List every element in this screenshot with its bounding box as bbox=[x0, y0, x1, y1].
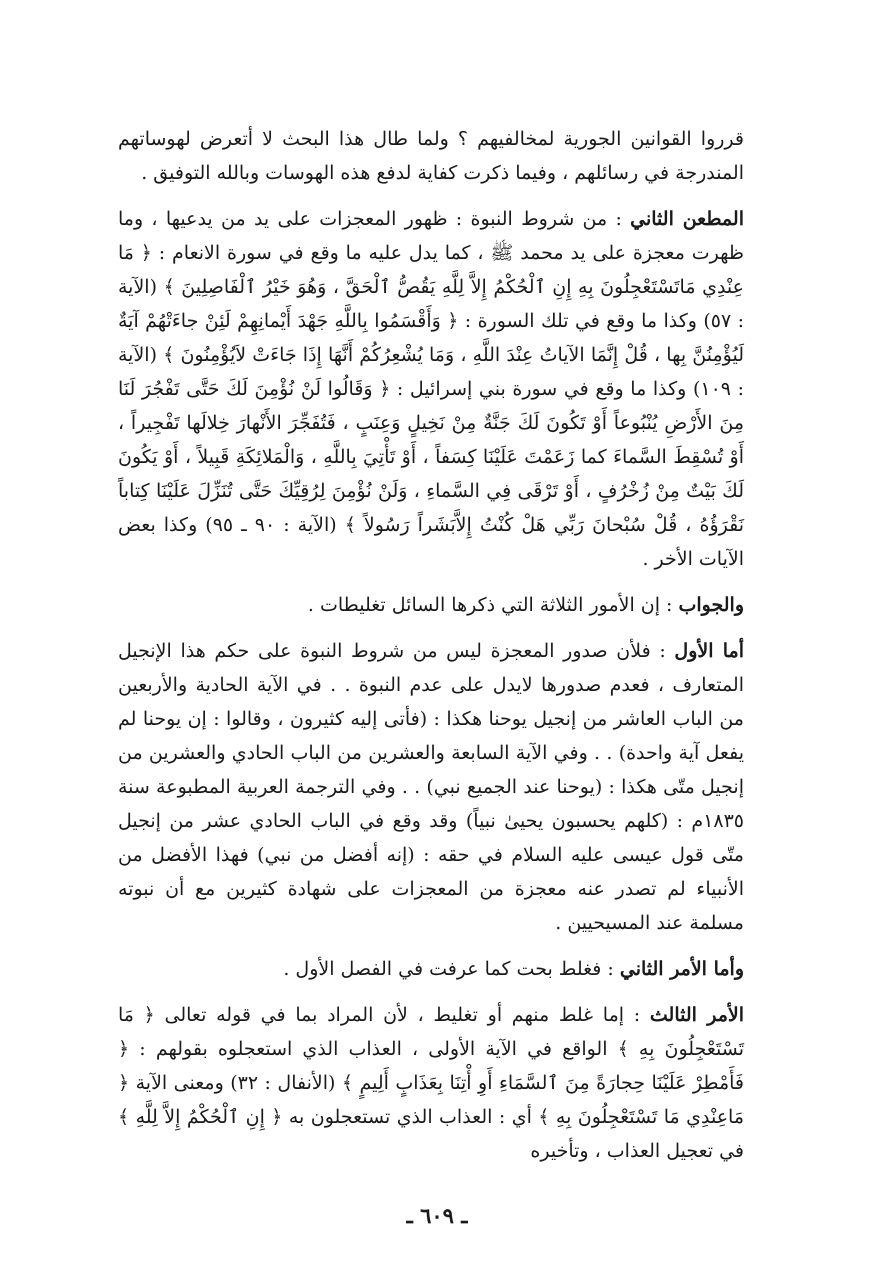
paragraph bbox=[118, 588, 744, 622]
paragraph bbox=[118, 634, 744, 940]
paragraph-lead: والجواب bbox=[678, 594, 744, 616]
page-body bbox=[118, 122, 744, 1180]
page-number: ـ ٦٠٩ ـ bbox=[406, 1203, 468, 1228]
paragraph-lead: وأما الأمر الثاني bbox=[619, 958, 744, 980]
paragraph-text: قرروا القوانين الجورية لمخالفيهم ؟ ولما طال هذا البحث لا أتعرض لهوساتهم المندرجة في رسائلهم ، وفيما ذكرت كفاية لدفع هذه الهوسات وبالله التوفيق . bbox=[118, 128, 744, 184]
paragraph bbox=[118, 202, 744, 576]
paragraph-text: : إن الأمور الثلاثة التي ذكرها السائل تغليطات . bbox=[307, 594, 679, 616]
paragraph-text: : فلأن صدور المعجزة ليس من شروط النبوة على حكم هذا الإنجيل المتعارف ، فعدم صدورها لايدل على عدم النبوة . . في الآية الحادية والأربعين من الباب العاشر من إنجيل يوحنا هكذا : (فأتى إليه كثيرون ، وقالوا : إن يوحنا لم يفعل آية واحدة) . . وفي الآية السابعة والعشرين من الباب الحادي والعشرين من إنجيل متّى هكذا : (يوحنا عند الجميع نبي) . . وفي الترجمة العربية المطبوعة سنة ١٨٣٥م : (كلهم يحسبون يحيىٰ نبياً) وقد وقع في الباب الحادي عشر من إنجيل متّى قول عيسى عليه السلام في حقه : (إنه أفضل من نبي) فهذا الأفضل من الأنبياء لم تصدر عنه معجزة من المعجزات على شهادة كثيرين مع أن نبوته مسلمة عند المسيحيين . bbox=[118, 640, 744, 934]
paragraph-lead: أما الأول bbox=[674, 640, 744, 662]
paragraph-text: : من شروط النبوة : ظهور المعجزات على يد من يدعيها ، وما ظهرت معجزة على يد محمد ﷺ ، كما يدل عليه ما وقع في سورة الانعام : ﴿ مَا عِنْدِي مَاتَسْتَعْجِلُونَ بِهِ إِنِ ٱلْحُكْمُ إِلاَّ لِلَّهِ يَقُصُّ ٱلْحَقَّ ، وَهُوَ خَيْرُ ٱلْفَاصِلِينَ ﴾ (الآية : ٥٧) وكذا ما وقع في تلك السورة : ﴿ وَأَقْسَمُوا بِاللَّهِ جَهْدَ أَيْمانِهِمْ لَئِنْ جاءَتْهُمْ آيَةٌ لَيُؤْمِنُنَّ بِها ، قُلْ إِنَّمَا الآياتُ عِنْدَ اللَّهِ ، وَمَا يُشْعِرُكُمْ أَنَّهَا إِذَا جَاءَتْ لاَيُؤْمِنُونَ ﴾ (الآية : ١٠٩) وكذا ما وقع في سورة بني إسرائيل : ﴿ وَقَالُوا لَنْ نُؤْمِنَ لَكَ حَتَّى تَفْجُرَ لَنَا مِنَ الأَرْضِ يُنْبُوعاً أَوْ تَكُونَ لَكَ جَنَّةٌ مِنْ نَخِيلٍ وَعِنَبٍ ، فَتُفَجِّرَ الأَنْهارَ خِلالَها تَفْجِيراً ، أَوْ تُسْقِطَ السَّماءَ كما زَعَمْتَ عَلَيْنَا كِسَفاً ، أَوْ تَأْتِيَ بِاللَّهِ ، وَالْمَلائِكَةِ قَبِيلاً ، أَوْ يَكُونَ لَكَ بَيْتٌ مِنْ زُخْرُفٍ ، أَوْ تَرْقَى فِي السَّماءِ ، وَلَنْ نُؤْمِنَ لِرُقِيِّكَ حَتَّى تُنَزِّلَ عَلَيْنَا كِتاباً نَقْرَؤُهُ ، قُلْ سُبْحانَ رَبِّي هَلْ كُنْتُ إِلاَّبَشَراً رَسُولاً ﴾ (الآية : ٩٠ ـ ٩٥) وكذا بعض الآيات الأخر . bbox=[118, 208, 745, 570]
paragraph-text: : فغلط بحت كما عرفت في الفصل الأول . bbox=[283, 958, 620, 980]
paragraph-lead: الأمر الثالث bbox=[649, 1004, 744, 1026]
paragraph-text: : إما غلط منهم أو تغليط ، لأن المراد بما في قوله تعالى ﴿ مَا تَسْتَعْجِلُونَ بِهِ ﴾ الواقع في الآية الأولى ، العذاب الذي استعجلوه بقولهم : ﴿ فَأَمْطِرْ عَلَيْنَا حِجارَةً مِنَ ٱلسَّمَاءِ أَوِ أْتِنَا بِعَذَابٍ أَلِيمٍ ﴾ (الأنفال : ٣٢) ومعنى الآية ﴿ مَاعِنْدِي مَا تَسْتَعْجِلُونَ بِهِ ﴾ أي : العذاب الذي تستعجلون به ﴿ إِنِ ٱلْحُكْمُ إِلاَّ لِلَّهِ ﴾ في تعجيل العذاب ، وتأخيره bbox=[118, 1004, 744, 1162]
paragraph-lead: المطعن الثاني bbox=[630, 208, 744, 230]
paragraph bbox=[118, 952, 744, 986]
paragraph bbox=[118, 998, 744, 1168]
paragraph bbox=[118, 122, 744, 190]
